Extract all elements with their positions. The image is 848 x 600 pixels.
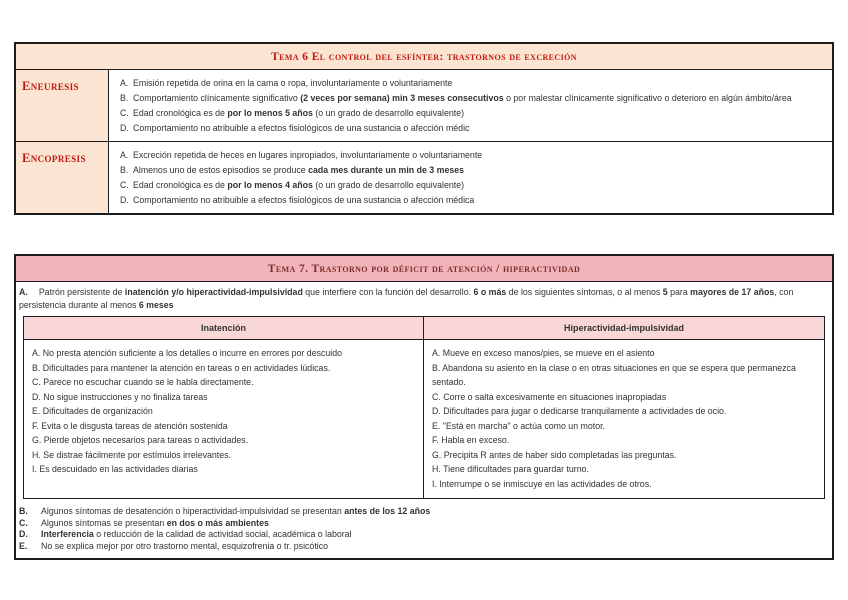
symptoms-table-body: [24, 340, 824, 498]
symptoms-table: [23, 316, 825, 499]
symptom-item: E. Dificultades de organización: [32, 406, 153, 416]
table-row-eneuresis: [16, 70, 832, 141]
list-item: [111, 163, 824, 178]
item-letter: A.: [120, 78, 129, 88]
symptom-item: D. No sigue instrucciones y no finaliza tareas: [32, 391, 208, 402]
table-tema6: [14, 42, 834, 215]
item-letter: B.: [120, 93, 129, 103]
symptom-item: I. Interrumpe o se inmiscuye en las actividades de otros.: [432, 478, 652, 489]
criterion-e: [19, 541, 826, 553]
row-label-encopresis: Encopresis: [16, 142, 109, 213]
table-tema6-title: Tema 6 El control del esfínter: trastornos de excreción: [16, 44, 832, 70]
list-item: [111, 178, 824, 193]
column-header-inatencion: Inatención: [24, 317, 424, 339]
table-tema7-title: Tema 7. Trastorno por déficit de atención / hiperactividad: [16, 256, 832, 282]
row-label-eneuresis: Eneuresis: [16, 70, 109, 141]
criterion-d: [19, 529, 826, 541]
symptom-item: D. Dificultades para jugar o dedicarse tranquilamente a actividades de ocio.: [432, 406, 727, 416]
item-text: Comportamiento no atribuible a efectos fisiológicos de una sustancia o afección médic: [133, 123, 470, 133]
list-item: [111, 106, 824, 121]
item-text: Edad cronológica es de por lo menos 5 años (o un grado de desarrollo equivalente): [133, 108, 465, 118]
item-letter: A.: [120, 150, 129, 160]
item-text: Emisión repetida de orina en la cama o ropa, involuntariamente o voluntariamente: [133, 78, 453, 88]
criterion-text: No se explica mejor por otro trastorno mental, esquizofrenia o tr. psicótico: [41, 540, 329, 551]
symptom-item: H. Tiene dificultades para guardar turno.: [432, 464, 589, 474]
list-item: [111, 193, 824, 208]
item-text: Edad cronológica es de por lo menos 4 años (o un grado de desarrollo equivalente): [133, 180, 465, 190]
criterion-text: Patrón persistente de inatención y/o hiperactividad-impulsividad que interfiere con la función del desarrollo. 6 o más de los siguientes síntomas, o al menos 5 para mayores de 17 años, con persistencia durante al menos 6 meses: [19, 287, 794, 310]
criterion-letter: A.: [19, 287, 28, 297]
list-item: [111, 121, 824, 136]
criterion-letter: B.: [19, 506, 28, 516]
symptom-item: G. Precipita R antes de haber sido completadas las preguntas.: [432, 449, 677, 460]
criterion-text: Interferencia o reducción de la calidad de actividad social, académica o laboral: [41, 529, 352, 539]
symptom-item: B. Abandona su asiento en la clase o en otras situaciones en que se espera que permanezca sentado.: [432, 362, 796, 387]
table-tema7: [14, 254, 834, 560]
symptom-item: A. No presta atención suficiente a los detalles o incurre en errores por descuido: [32, 348, 343, 358]
column-hiperactividad: [424, 340, 824, 498]
item-letter: D.: [120, 195, 129, 205]
symptom-item: I. Es descuidado en las actividades diarias: [32, 464, 198, 474]
criterion-text: Algunos síntomas se presentan en dos o más ambientes: [41, 517, 269, 528]
column-inatencion: [24, 340, 424, 498]
symptom-item: C. Corre o salta excesivamente en situaciones inapropiadas: [432, 391, 667, 402]
row-content-encopresis: [109, 142, 832, 213]
item-letter: D.: [120, 123, 129, 133]
symptom-item: G. Pierde objetos necesarios para tareas o actividades.: [32, 435, 249, 445]
list-item: [111, 76, 824, 91]
item-text: Almenos uno de estos episodios se produce cada mes durante un min de 3 meses: [133, 165, 465, 175]
symptom-item: B. Dificultades para mantener la atención en tareas o en actividades lúdicas.: [32, 362, 331, 373]
criterion-letter: C.: [19, 517, 28, 528]
criterion-c: [19, 518, 826, 530]
symptom-item: E. "Está en marcha" o actúa como un motor.: [432, 420, 605, 431]
criterion-text: Algunos síntomas de desatención o hiperactividad-impulsividad se presentan antes de los 12 años: [41, 506, 431, 516]
symptom-item: F. Habla en exceso.: [432, 435, 510, 445]
criteria-list: [16, 504, 832, 558]
symptom-item: F. Evita o le disgusta tareas de atención sostenida: [32, 420, 228, 431]
symptom-item: A. Mueve en exceso manos/pies, se mueve en el asiento: [432, 348, 655, 358]
symptoms-table-header: [24, 317, 824, 340]
item-letter: C.: [120, 180, 129, 190]
row-content-eneuresis: [109, 70, 832, 141]
criterion-letter: D.: [19, 529, 28, 539]
symptom-item: C. Parece no escuchar cuando se le habla directamente.: [32, 377, 254, 387]
list-item: [111, 91, 824, 106]
symptom-item: H. Se distrae fácilmente por estímulos irrelevantes.: [32, 449, 231, 460]
item-letter: C.: [120, 108, 129, 118]
item-text: Comportamiento no atribuible a efectos fisiológicos de una sustancia o afección médica: [133, 195, 475, 205]
criterion-a: [16, 282, 832, 314]
column-header-hiperactividad: Hiperactividad-impulsividad: [424, 317, 824, 339]
item-letter: B.: [120, 165, 129, 175]
item-text: Comportamiento clínicamente significativo (2 veces por semana) min 3 meses consecutivos o por malestar clínicamente significativo o deterioro en algún ámbito/área: [133, 93, 792, 103]
list-item: [111, 148, 824, 163]
item-text: Excreción repetida de heces en lugares inpropiados, involuntariamente o voluntariamente: [133, 150, 483, 160]
table-row-encopresis: [16, 141, 832, 213]
criterion-b: [19, 506, 826, 518]
criterion-letter: E.: [19, 540, 28, 551]
